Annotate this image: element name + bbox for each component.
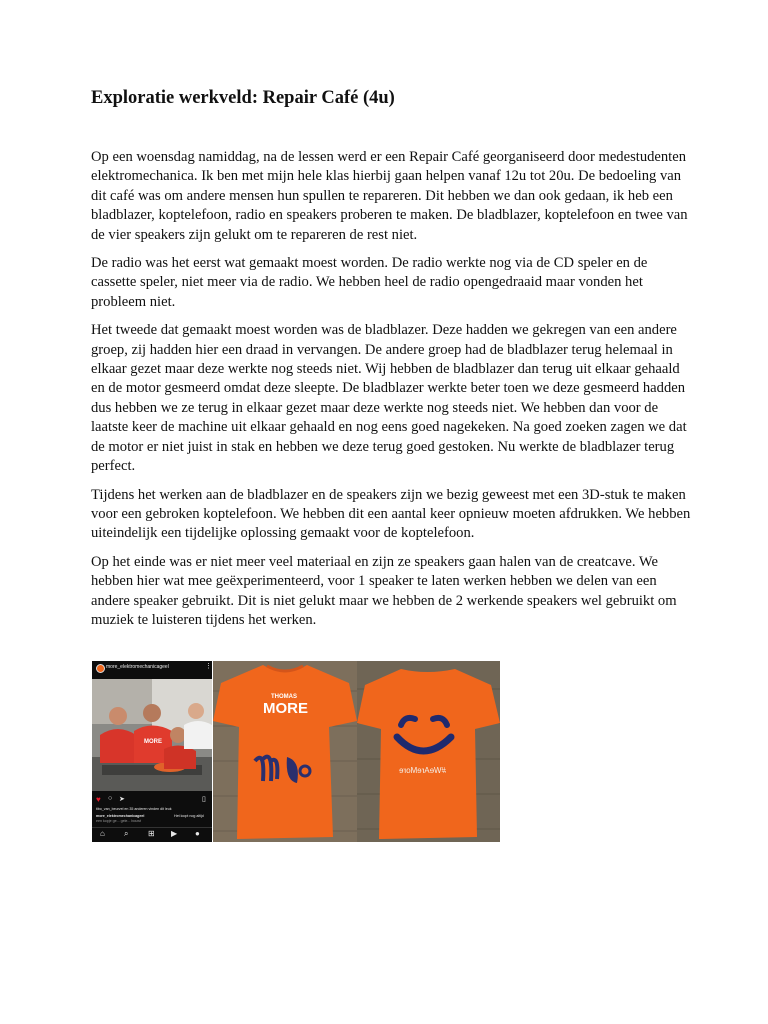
shirt-hashtag: #WeAreMore [399,766,446,775]
photo-strip [92,661,500,842]
home-icon[interactable]: ⌂ [100,829,105,838]
share-icon[interactable]: ➤ [119,796,125,803]
paragraph-speakers: Op het einde was er niet meer veel materiaal en zijn ze speakers gaan halen van de creatcave. We hebben hier wat mee geëxperimenteerd, voor 1 speaker te laten werken hebben we delen van een andere speaker gebruikt. Dit is niet gelukt maar we hebben de 2 werkende speakers wel gebruikt om muziek te luisteren tijdens het werken. [91,553,677,628]
comment-icon[interactable]: ○ [108,795,113,802]
caption-text: Het loopt nog altijd [174,814,204,818]
document-body [91,148,691,639]
search-icon[interactable]: ⌕ [124,829,129,838]
reels-icon[interactable]: ▶ [171,829,178,838]
paragraph-headphones: Tijdens het werken aan de bladblazer en de speakers zijn we bezig geweest met een 3D-stuk te maken voor een gebroken koptelefoon. We hebben dit een aantal keer opnieuw moeten afdrukken. We hebben uiteindelijk een tijdelijke oplossing gemaakt voor de koptelefoon. [91,486,691,542]
paragraph-radio: De radio was het eerst wat gemaakt moest worden. De radio werkte nog via de CD speler en de cassette speler, niet meer via de radio. We hebben heel de radio opengedraaid maar vonden het probleem niet. [91,255,648,310]
shirt-brand-main: MORE [263,700,308,717]
likes-text: tibo_van_beurvel en 35 anderen vinden dit leuk [96,807,172,811]
tshirt-back-photo [357,661,500,842]
like-heart-icon[interactable]: ♥ [96,795,101,804]
caption-more: een kopje ge... gele... bouwt [96,819,141,823]
bookmark-icon[interactable]: ▯ [202,796,206,803]
avatar [96,664,105,673]
shirt-logo-text: MORE [144,739,162,745]
instagram-account-name: more_elektromechanicageel [106,664,169,670]
add-post-icon[interactable]: ⊞ [148,829,155,838]
paragraph-leaf-blower: Het tweede dat gemaakt moest worden was de bladblazer. Deze hadden we gekregen van een andere groep, zij hadden hier een draad in vervangen. De andere groep had de bladblazer terug helemaal in elkaar gezet maar deze werkte nog steeds niet. Wij hebben de bladblazer dan terug uit elkaar gehaald en de motor gesmeerd omdat deze sleepte. De bladblazer werkte beter toen we deze gesmeerd hadden dus hebben we ze terug in elkaar gezet maar deze werkte nog steeds niet. We hebben dan voor de laatste keer de machine uit elkaar gehaald en nog eens goed nagekeken. Na goed zoeken zagen we dat de motor er niet juist in stak en hebben we deze terug goed gestoken. Nu werkte de bladblazer terug perfect. [91,322,687,475]
paragraph-intro: Op een woensdag namiddag, na de lessen werd er een Repair Café georganiseerd door medestudenten elektromechanica. Ik ben met mijn hele klas hierbij gaan helpen vanaf 12u tot 20u. De bedoeling van dit café was om andere mensen hun spullen te repareren. Dit hebben we dan ook gedaan, ik heb een bladblazer, koptelefoon, radio en speakers proberen te maken. De bladblazer, koptelefoon en twee van de vier speakers zijn gelukt om te repareren de rest niet. [91,149,688,243]
tshirt-back-illustration [357,661,500,842]
caption-user: more_elektromechanicageel [96,814,145,818]
page-title: Exploratie werkveld: Repair Café (4u) [91,88,395,108]
tshirt-front-illustration [213,661,357,842]
more-options-icon: ⋮ [205,663,212,670]
workshop-photo [92,679,212,791]
shirt-brand-top: THOMAS [271,694,297,700]
instagram-screenshot [92,661,212,842]
tshirt-front-photo [213,661,357,842]
profile-icon[interactable]: ● [195,829,200,838]
